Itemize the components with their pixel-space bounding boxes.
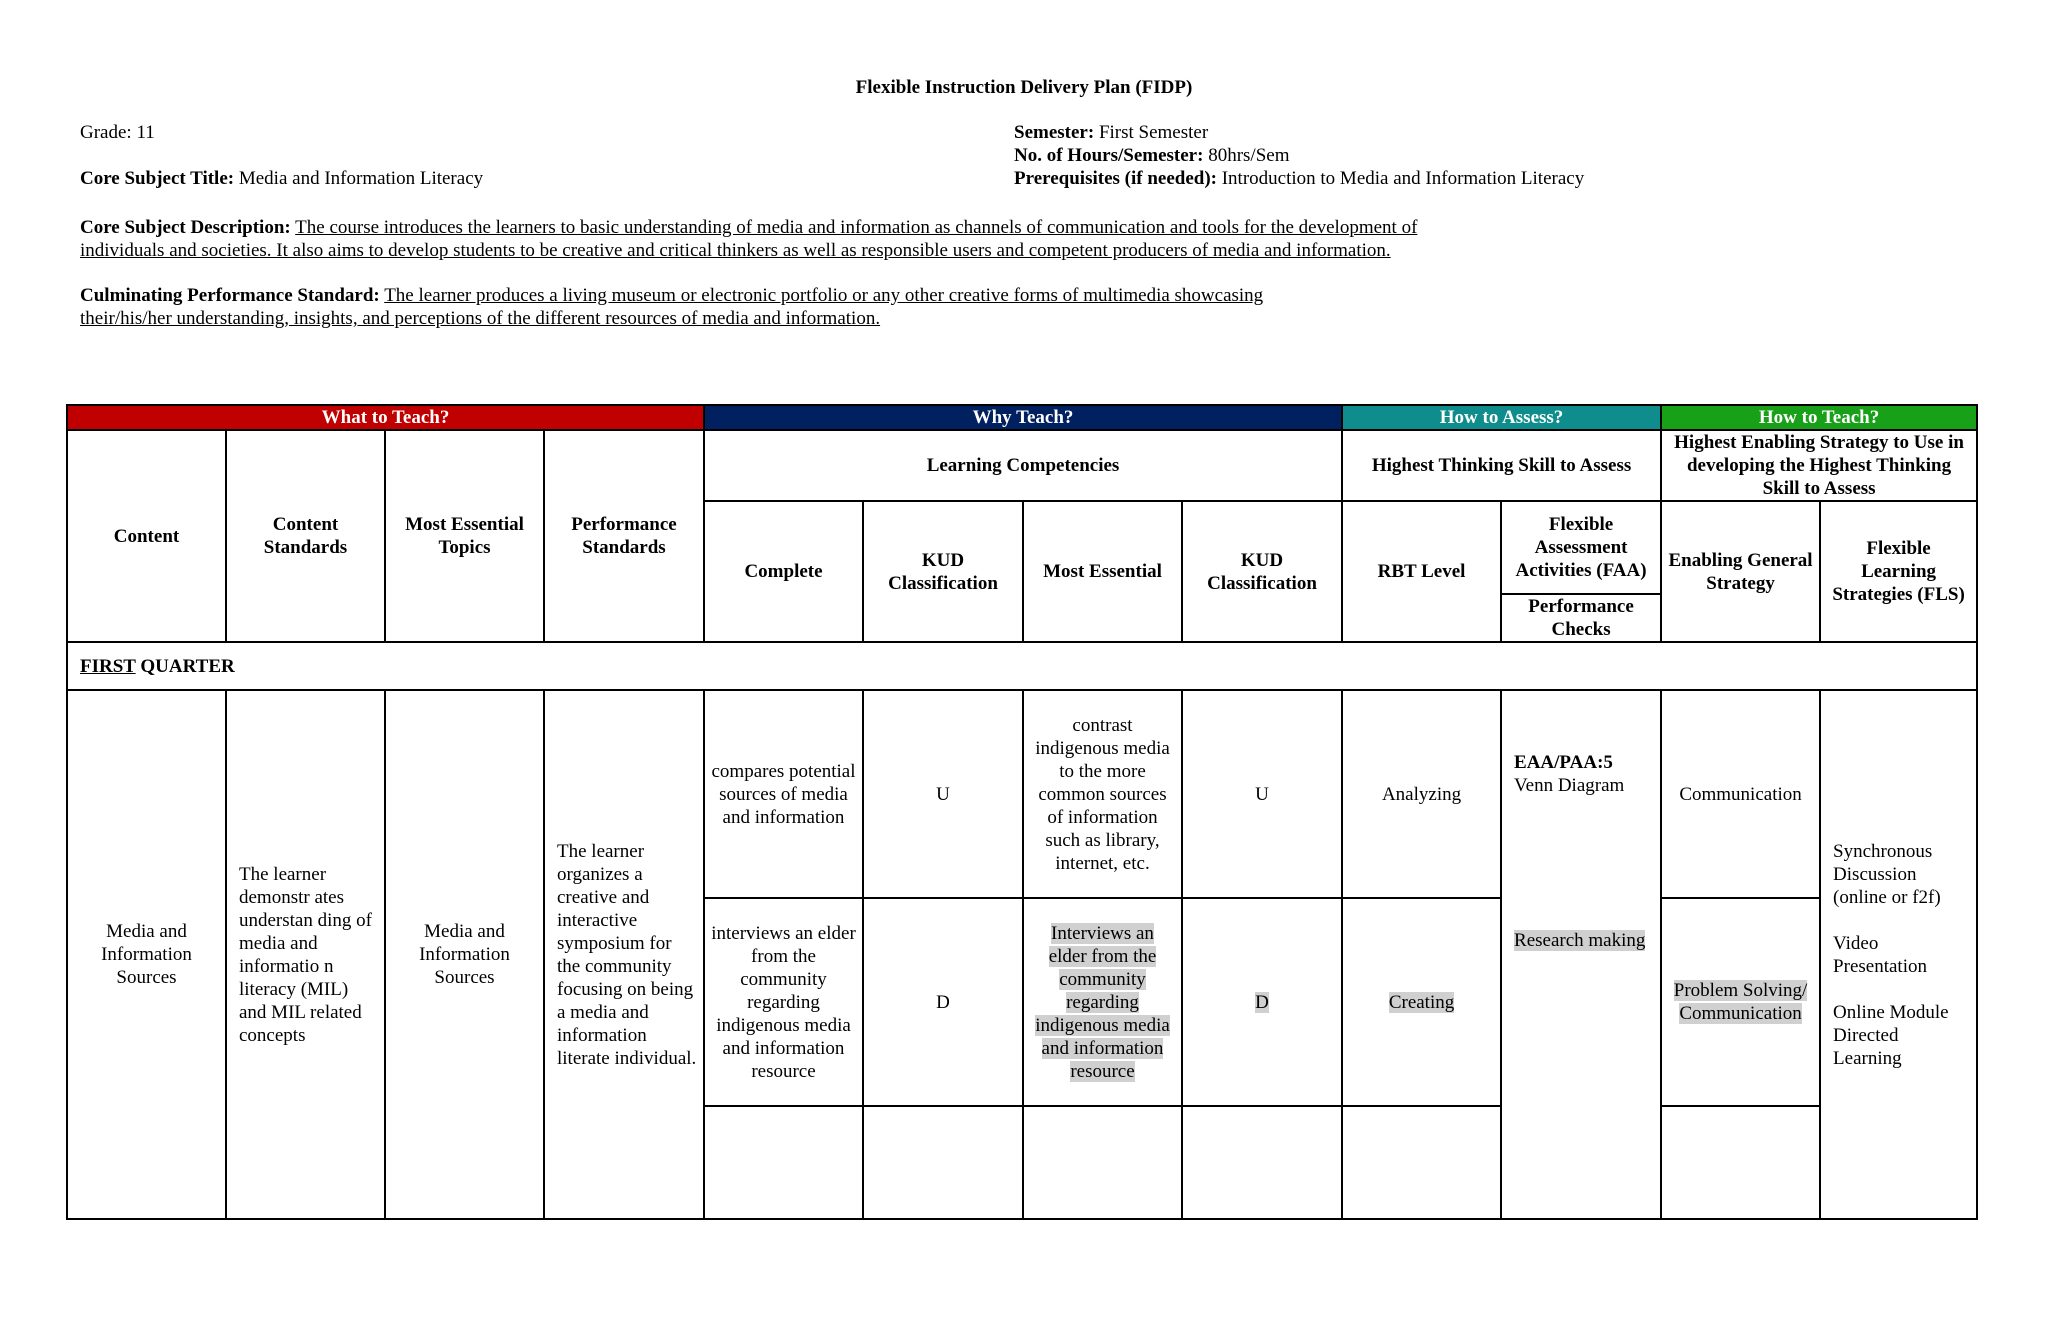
cell-kud2-1: U xyxy=(1182,690,1342,898)
core-subject-title-value: Media and Information Literacy xyxy=(238,168,484,189)
cell-rbt-1: Analyzing xyxy=(1342,690,1501,898)
faa-research-making: Research making xyxy=(1514,930,1646,951)
kud2-2-text: D xyxy=(1255,991,1269,1013)
header-content-standards: Content Standards xyxy=(226,430,385,642)
cell-kud2-2 xyxy=(1182,898,1342,1106)
semester-label: Semester: xyxy=(1014,122,1095,143)
group-header-how-to-assess: How to Assess? xyxy=(1342,405,1661,430)
fidp-table xyxy=(66,404,1978,1220)
prerequisites-value: Introduction to Media and Information Literacy xyxy=(1221,168,1585,189)
enabling-2-text: Problem Solving/ Communication xyxy=(1673,980,1808,1024)
group-header-why-teach: Why Teach? xyxy=(704,405,1342,430)
grade-label: Grade: 11 xyxy=(80,122,155,143)
culminating-label: Culminating Performance Standard: xyxy=(80,285,380,306)
group-header-how-to-teach: How to Teach? xyxy=(1661,405,1977,430)
cell-enabling-3 xyxy=(1661,1106,1820,1219)
header-performance-checks: Performance Checks xyxy=(1501,594,1661,642)
description-line1: The course introduces the learners to basic understanding of media and information as channels of communication and tools for the development of xyxy=(295,217,1418,238)
cell-enabling-1: Communication xyxy=(1661,690,1820,898)
cell-rbt-2 xyxy=(1342,898,1501,1106)
hours-label: No. of Hours/Semester: xyxy=(1014,145,1204,166)
cell-most-essential-2 xyxy=(1023,898,1182,1106)
cell-fls xyxy=(1820,690,1977,1219)
header-most-essential: Most Essential xyxy=(1023,501,1182,642)
core-subject-description xyxy=(80,216,1780,262)
header-highest-enabling-strategy: Highest Enabling Strategy to Use in developing the Highest Thinking Skill to Assess xyxy=(1661,430,1977,501)
cell-faa xyxy=(1501,690,1661,1219)
header-highest-thinking-skill: Highest Thinking Skill to Assess xyxy=(1342,430,1661,501)
header-rbt-level: RBT Level xyxy=(1342,501,1501,642)
header-content: Content xyxy=(67,430,226,642)
cell-enabling-2 xyxy=(1661,898,1820,1106)
faa-code: EAA/PAA:5 xyxy=(1514,752,1613,773)
rbt-2-text: Creating xyxy=(1388,991,1455,1013)
cell-kud2-3 xyxy=(1182,1106,1342,1219)
cell-complete-1: compares potential sources of media and information xyxy=(704,690,863,898)
quarter-row xyxy=(67,642,1977,690)
header-performance-standards: Performance Standards xyxy=(544,430,704,642)
cell-most-essential-3 xyxy=(1023,1106,1182,1219)
core-subject-title-line xyxy=(80,168,483,190)
cell-kud1-1: U xyxy=(863,690,1023,898)
header-faa: Flexible Assessment Activities (FAA) xyxy=(1501,501,1661,594)
core-subject-title-label: Core Subject Title: xyxy=(80,168,235,189)
cell-complete-3 xyxy=(704,1106,863,1219)
group-header-what-to-teach: What to Teach? xyxy=(67,405,704,430)
cell-most-essential-1: contrast indigenous media to the more common sources of information such as library, internet, etc. xyxy=(1023,690,1182,898)
header-most-essential-topics: Most Essential Topics xyxy=(385,430,544,642)
cell-performance-standards: The learner organizes a creative and interactive symposium for the community focusing on being a media and information literate individual. xyxy=(544,690,704,1219)
cell-most-essential-topics: Media and Information Sources xyxy=(385,690,544,1219)
faa-venn-diagram: Venn Diagram xyxy=(1514,775,1625,796)
most-essential-2-text: Interviews an elder from the community regarding indigenous media and information resource xyxy=(1035,922,1170,1082)
culminating-line2: their/his/her understanding, insights, and perceptions of the different resources of media and information. xyxy=(80,308,881,329)
culminating-performance-standard xyxy=(80,284,1780,330)
quarter-label-first: FIRST xyxy=(80,655,136,677)
page-title: Flexible Instruction Delivery Plan (FIDP) xyxy=(855,77,1193,98)
cell-kud1-3 xyxy=(863,1106,1023,1219)
semester-line xyxy=(1014,122,1208,144)
header-enabling-general-strategy: Enabling General Strategy xyxy=(1661,501,1820,642)
prerequisites-line xyxy=(1014,168,1584,190)
header-fls: Flexible Learning Strategies (FLS) xyxy=(1820,501,1977,642)
header-complete: Complete xyxy=(704,501,863,642)
header-kud-classification-1: KUD Classification xyxy=(863,501,1023,642)
cell-content-standards: The learner demonstr ates understan ding of media and informatio n literacy (MIL) and MIL related concepts xyxy=(226,690,385,1219)
description-label: Core Subject Description: xyxy=(80,217,291,238)
semester-value: First Semester xyxy=(1098,122,1209,143)
culminating-line1: The learner produces a living museum or electronic portfolio or any other creative forms of multimedia showcasing xyxy=(384,285,1264,306)
header-learning-competencies: Learning Competencies xyxy=(704,430,1342,501)
hours-line xyxy=(1014,145,1289,167)
quarter-label-rest: QUARTER xyxy=(135,655,235,677)
cell-complete-2: interviews an elder from the community regarding indigenous media and information resource xyxy=(704,898,863,1106)
fls-item-3: Online Module Directed Learning xyxy=(1833,1001,1949,1069)
header-kud-classification-2: KUD Classification xyxy=(1182,501,1342,642)
prerequisites-label: Prerequisites (if needed): xyxy=(1014,168,1217,189)
cell-content: Media and Information Sources xyxy=(67,690,226,1219)
hours-value: 80hrs/Sem xyxy=(1208,145,1290,166)
cell-rbt-3 xyxy=(1342,1106,1501,1219)
description-line2: individuals and societies. It also aims to develop students to be creative and critical thinkers as well as responsible users and competent producers of media and information. xyxy=(80,240,1391,261)
fls-item-1: Synchronous Discussion (online or f2f) xyxy=(1833,840,1941,908)
fls-item-2: Video Presentation xyxy=(1833,932,1927,977)
cell-kud1-2: D xyxy=(863,898,1023,1106)
